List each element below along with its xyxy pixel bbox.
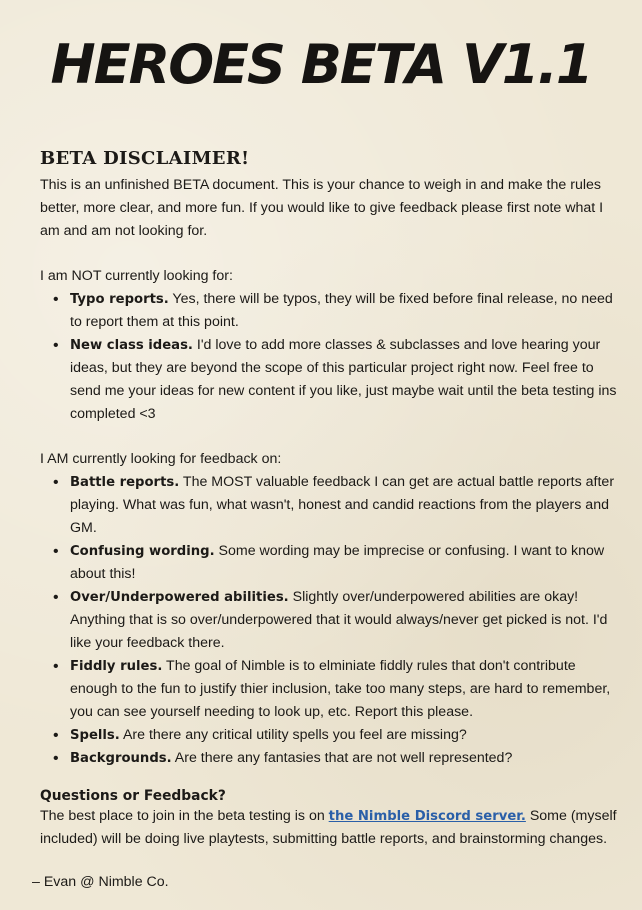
list-item bbox=[70, 655, 620, 724]
looking-list bbox=[40, 471, 620, 770]
not-looking-heading: I am NOT currently looking for: bbox=[40, 268, 233, 284]
item-lead: Fiddly rules. bbox=[70, 659, 163, 674]
list-item bbox=[70, 540, 620, 586]
looking-heading: I AM currently looking for feedback on: bbox=[40, 451, 282, 467]
item-lead: Over/Underpowered abilities. bbox=[70, 590, 289, 605]
disclaimer-heading: BETA DISCLAIMER! bbox=[40, 148, 250, 169]
questions-text bbox=[40, 805, 620, 851]
item-text: I'd love to add more classes & subclasses and love hearing your ideas, but they are beyond the scope of this particular project right now. Feel free to send me your ideas for new content if you like, just maybe wait until the beta testing ins completed <3 bbox=[70, 337, 617, 422]
item-text: Slightly over/underpowered abilities are okay! Anything that is so over/underpowered that it would always/never get picked is not. I'd like your feedback there. bbox=[70, 589, 608, 651]
item-text: Yes, there will be typos, they will be fixed before final release, no need to report them at this point. bbox=[70, 291, 613, 330]
disclaimer-intro: This is an unfinished BETA document. This is your chance to weigh in and make the rules better, more clear, and more fun. If you would like to give feedback please first note what I am and am not looking for. bbox=[40, 177, 604, 239]
item-lead: Typo reports. bbox=[70, 292, 169, 307]
item-lead: Spells. bbox=[70, 728, 120, 743]
item-text: The MOST valuable feedback I can get are actual battle reports after playing. What was fun, what wasn't, honest and candid reactions from the players and GM. bbox=[70, 474, 615, 536]
list-item bbox=[70, 724, 620, 747]
discord-link[interactable]: the Nimble Discord server. bbox=[328, 809, 526, 824]
item-text: Are there any critical utility spells you feel are missing? bbox=[119, 727, 467, 743]
document-body bbox=[40, 148, 620, 851]
questions-text-after: Some (myself included) will be doing live playtests, submitting battle reports, and brainstorming changes. bbox=[40, 808, 617, 847]
questions-heading: Questions or Feedback? bbox=[40, 788, 226, 804]
not-looking-list bbox=[40, 288, 620, 426]
list-item bbox=[70, 586, 620, 655]
list-item bbox=[70, 334, 620, 426]
questions-text-before: The best place to join in the beta testing is on bbox=[40, 808, 329, 824]
signature: – Evan @ Nimble Co. bbox=[32, 874, 169, 890]
item-lead: Battle reports. bbox=[70, 475, 180, 490]
item-lead: Confusing wording. bbox=[70, 544, 215, 559]
item-text: The goal of Nimble is to elminiate fiddly rules that don't contribute enough to the fun to justify thier inclusion, take too many steps, are hard to remember, you can see yourself needing to look up, etc. Report this please. bbox=[70, 658, 611, 720]
item-text: Are there any fantasies that are not well represented? bbox=[171, 750, 513, 766]
list-item bbox=[70, 747, 620, 770]
item-text: Some wording may be imprecise or confusing. I want to know about this! bbox=[70, 543, 605, 582]
list-item bbox=[70, 288, 620, 334]
list-item bbox=[70, 471, 620, 540]
item-lead: Backgrounds. bbox=[70, 751, 172, 766]
document-title: HEROES BETA V1.1 bbox=[50, 33, 592, 96]
item-lead: New class ideas. bbox=[70, 338, 193, 353]
